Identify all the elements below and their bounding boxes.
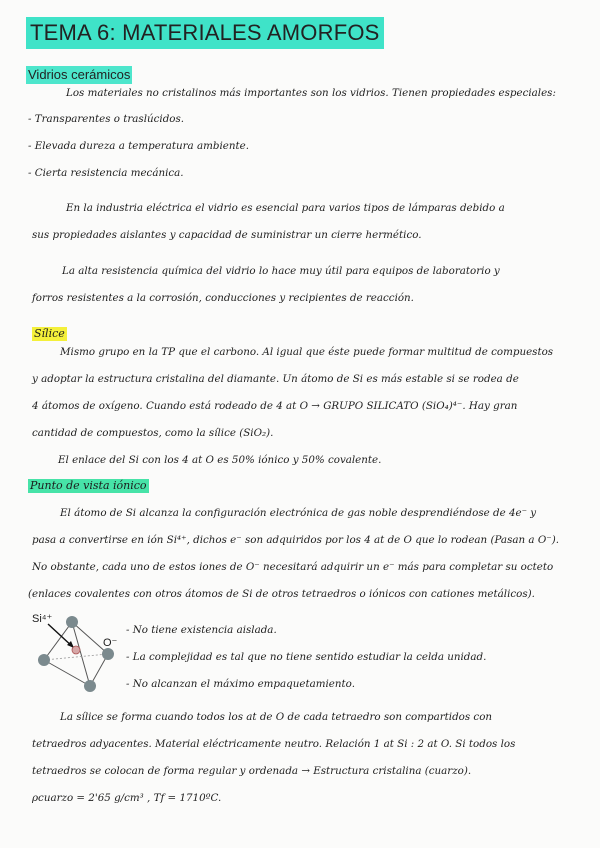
section-heading-vidrios: Vidrios cerámicos <box>28 67 131 82</box>
text-line: y adoptar la estructura cristalina del diamante. Un átomo de Si es más estable si se rodea de <box>32 373 519 385</box>
bullet-item: - Transparentes o traslúcidos. <box>28 113 185 125</box>
page-title: TEMA 6: MATERIALES AMORFOS <box>26 17 384 49</box>
tag-silice: Sílice <box>34 327 65 340</box>
text-line: Mismo grupo en la TP que el carbono. Al igual que éste puede formar multitud de compuestos <box>60 346 554 358</box>
bullet-item: - Cierta resistencia mecánica. <box>28 167 184 179</box>
tag-punto-vista-ionico: Punto de vista iónico <box>30 479 147 492</box>
text-line: La alta resistencia química del vidrio lo hace muy útil para equipos de laboratorio y <box>62 265 500 277</box>
o-ion-label: O⁻ <box>103 637 118 649</box>
text-line: pasa a convertirse en ión Si⁴⁺, dichos e⁻ son adquiridos por los 4 at de O que lo rodean (Pasan a O⁻). <box>32 534 559 546</box>
bullet-item: - La complejidad es tal que no tiene sentido estudiar la celda unidad. <box>126 651 487 663</box>
text-line: tetraedros adyacentes. Material eléctricamente neutro. Relación 1 at Si : 2 at O. Si todos los <box>32 738 516 750</box>
bullet-item: - Elevada dureza a temperatura ambiente. <box>28 140 249 152</box>
text-line: cantidad de compuestos, como la sílice (SiO₂). <box>32 427 274 439</box>
text-line: El átomo de Si alcanza la configuración electrónica de gas noble desprendiéndose de 4e⁻ y <box>60 507 537 519</box>
bullet-item: - No tiene existencia aislada. <box>126 624 277 636</box>
text-line: 4 átomos de oxígeno. Cuando está rodeado de 4 at O → GRUPO SILICATO (SiO₄)⁴⁻. Hay gran <box>32 400 518 412</box>
bullet-item: - No alcanzan el máximo empaquetamiento. <box>126 678 355 690</box>
silicate-tetrahedron-diagram <box>28 614 128 696</box>
text-line: tetraedros se colocan de forma regular y ordenada → Estructura cristalina (cuarzo). <box>32 765 472 777</box>
text-line: sus propiedades aislantes y capacidad de suministrar un cierre hermético. <box>32 229 422 241</box>
text-line: El enlace del Si con los 4 at O es 50% iónico y 50% covalente. <box>58 454 382 466</box>
text-line: En la industria eléctrica el vidrio es esencial para varios tipos de lámparas debido a <box>66 202 505 214</box>
text-line: (enlaces covalentes con otros átomos de Si de otros tetraedros o iónicos con cationes metálicos). <box>28 588 535 600</box>
text-line: forros resistentes a la corrosión, conducciones y recipientes de reacción. <box>32 292 414 304</box>
text-line: ρcuarzo = 2'65 g/cm³ , Tf = 1710ºC. <box>32 792 222 804</box>
text-line: La sílice se forma cuando todos los at de O de cada tetraedro son compartidos con <box>60 711 493 723</box>
si-ion-label: Si⁴⁺ <box>32 613 53 625</box>
text-line: Los materiales no cristalinos más importantes son los vidrios. Tienen propiedades especiales: <box>66 87 556 99</box>
text-line: No obstante, cada uno de estos iones de O⁻ necesitará adquirir un e⁻ más para completar su octeto <box>32 561 554 573</box>
